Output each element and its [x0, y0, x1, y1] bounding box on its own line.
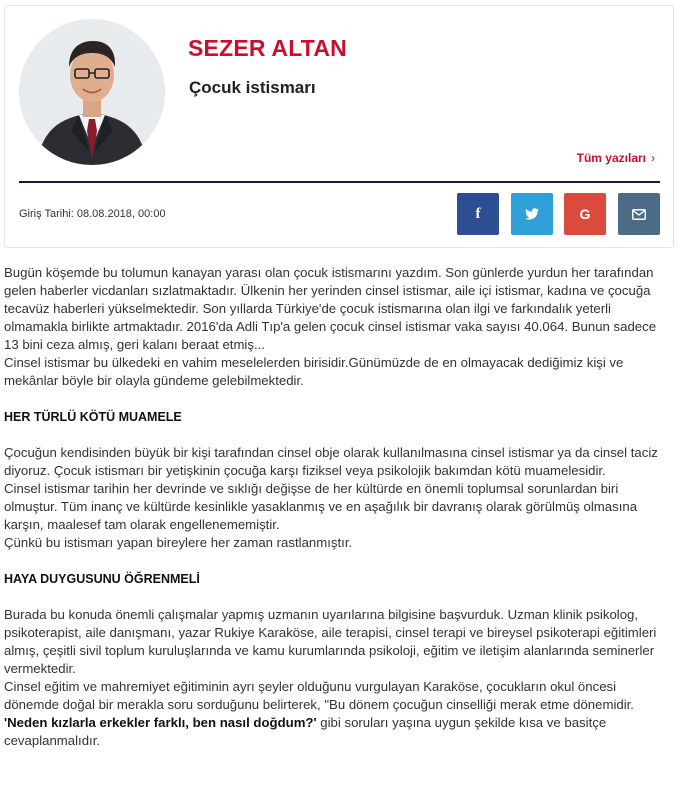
twitter-icon: [525, 208, 539, 220]
article-body: [4, 264, 674, 750]
column-title: Çocuk istismarı: [189, 78, 316, 97]
article-paragraph: Cinsel istismar bu ülkedeki en vahim meselelerden birisidir.Günümüzde de en olmayacak dediğimiz kişi ve mekânlar böyle bir olayla gündeme gelebilmektedir.: [4, 355, 624, 388]
entry-date: Giriş Tarihi: 08.08.2018, 00:00: [19, 208, 166, 220]
quote-text-end: gibi soruları yaşına uygun şekilde kısa ve basitçe cevaplanmalıdır.: [4, 715, 607, 748]
divider: [19, 181, 660, 183]
article-paragraph: Burada bu konuda önemli çalışmalar yapmış uzmanın uyarılarına bilgisine başvurduk. Uzman klinik psikolog, psikoterapist, aile danışmanı, yazar Rukiye Karaköse, aile terapisi, cinsel terapi ve bireysel psikoterapi eğitimleri almış, çeşitli sivil toplum kuruluşlarında ve kamu kurumlarında psikoloji, eğitim ve iletişim alanlarında seminerler vermektedir.: [4, 607, 657, 676]
quote-emphasis: 'Neden kızlarla erkekler farklı, ben nasıl doğdum?': [4, 715, 317, 730]
author-card: [4, 5, 674, 248]
facebook-share-button[interactable]: [457, 193, 499, 235]
article-paragraph: Çünkü bu istismarı yapan bireylere her zaman rastlanmıştır.: [4, 535, 353, 550]
mail-icon: [632, 209, 646, 220]
author-avatar[interactable]: [19, 19, 165, 165]
author-photo: [19, 19, 165, 165]
article-subheading: HAYA DUYGUSUNU ÖĞRENMELİ: [4, 572, 200, 586]
article-subheading: HER TÜRLÜ KÖTÜ MUAMELE: [4, 410, 182, 424]
article-paragraph: Çocuğun kendisinden büyük bir kişi tarafından cinsel obje olarak kullanılmasına cinsel istismar ya da cinsel taciz diyoruz. Çocuk istismarı bir yetişkinin çocuğa karşı fiziksel veya psikolojik bakımdan kötü muamelesidir.: [4, 445, 658, 478]
all-posts-label: Tüm yazıları: [576, 151, 646, 165]
author-name[interactable]: SEZER ALTAN: [188, 35, 347, 61]
google-share-button[interactable]: [564, 193, 606, 235]
article-paragraph: Cinsel istismar tarihin her devrinde ve sıklığı değişse de her kültürde en önemli toplumsal sorunlardan biri olmuştur. Tüm inanç ve kültürde kesinlikle yasaklanmış ve en aşağılık bir davranış olarak görülmüş olmasına karşın, maalesef tam olarak engellenememiştir.: [4, 481, 638, 532]
article-paragraph: Bugün köşemde bu tolumun kanayan yarası olan çocuk istismarını yazdım. Son günlerde yurdun her tarafından gelen haberler vicdanları sızlatmaktadır. Ülkenin her yerinden cinsel istismar, aile içi istismar, kadına ve çocuğa tecavüz haberleri yükselmektedir. Son yıllarda Türkiye'de çocuk istismarına olan ilgi ve farkındalık yeterli olmamakla birlikte artmaktadır. 2016'da Adli Tıp'a gelen çocuk cinsel istismar vaka sayısı 40.064. Bunun sadece 13 bini ceza almış, geri kalanı beraat etmiş...: [4, 265, 657, 352]
article-paragraph: [4, 678, 674, 750]
all-posts-link[interactable]: [577, 151, 655, 165]
facebook-icon: f: [475, 205, 481, 222]
twitter-share-button[interactable]: [511, 193, 553, 235]
chevron-right-icon: ›: [651, 151, 655, 165]
mail-share-button[interactable]: [618, 193, 660, 235]
quote-text: Cinsel eğitim ve mahremiyet eğitiminin ayrı şeyler olduğunu vurgulayan Karaköse, çocukların okul öncesi dönemde doğal bir merakla soru sorduğunu belirterek, "Bu dönem çocuğun cinselliği merak etme dönemidir.: [4, 679, 634, 712]
google-icon: G: [579, 206, 591, 222]
